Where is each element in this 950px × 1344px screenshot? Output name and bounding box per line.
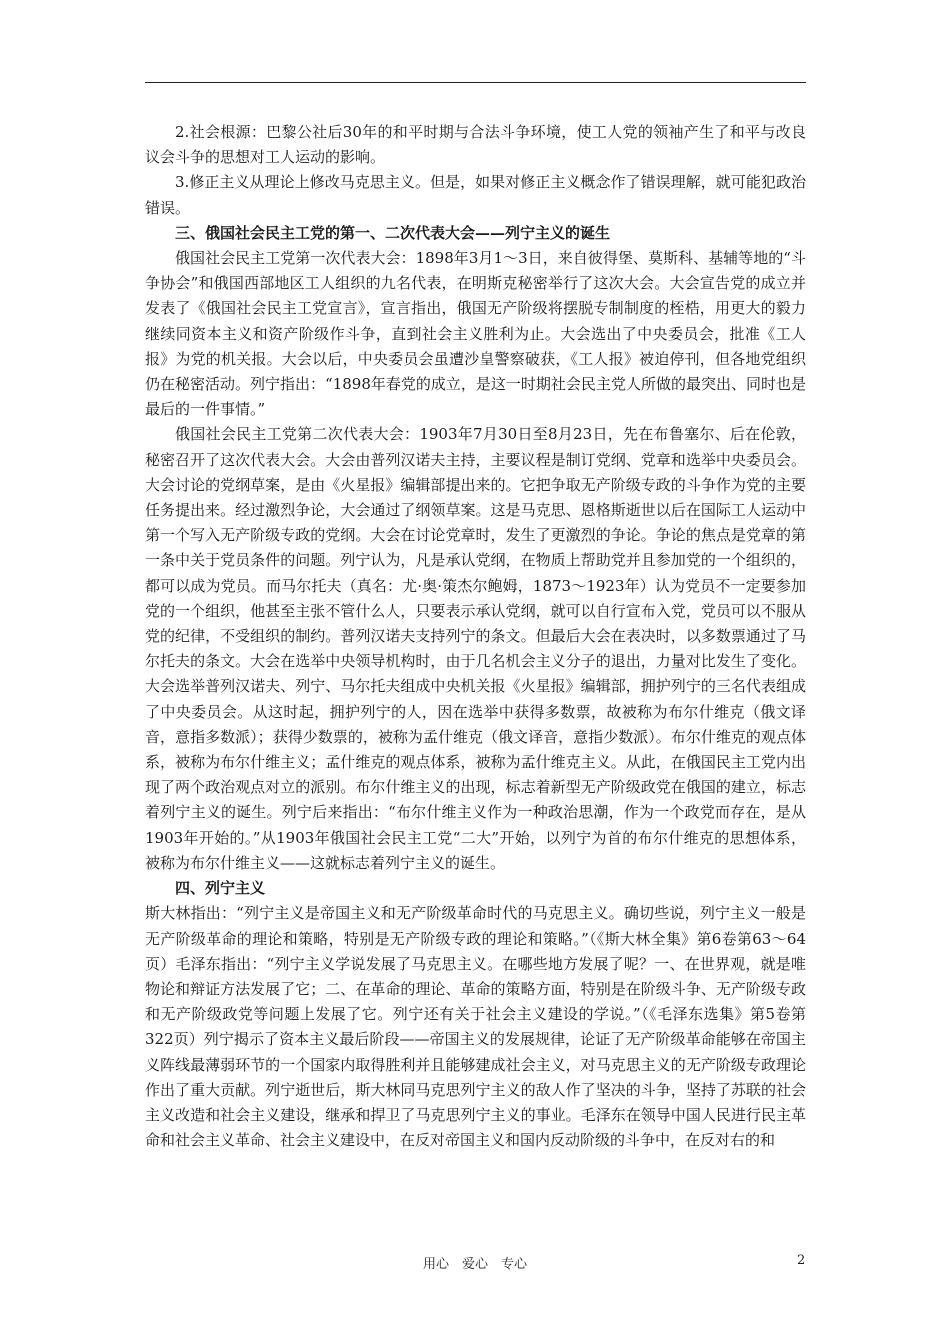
page-number: 2	[797, 1253, 806, 1268]
section-heading-congresses: 三、俄国社会民主工党的第一、二次代表大会——列宁主义的诞生	[175, 223, 611, 242]
paragraph-social-roots: 2.社会根源：巴黎公社后30年的和平时期与合法斗争环境，使工人党的领袖产生了和平与改良议会斗争的思想对工人运动的影响。	[145, 123, 806, 167]
paragraph-revisionism: 3.修正主义从理论上修改马克思主义。但是，如果对修正主义概念作了错误理解，就可能犯政治错误。	[145, 173, 806, 217]
paragraph-leninism: 斯大林指出：“列宁主义是帝国主义和无产阶级革命时代的马克思主义。确切些说，列宁主义一般是无产阶级革命的理论和策略，特别是无产阶级专政的理论和策略。”（《斯大林全集》第6卷第63～64页）毛泽东指出：“列宁主义学说发展了马克思主义。在哪些地方发展了呢？一、在世界观，就是唯物论和辩证方法发展了它；二、在革命的理论、革命的策略方面，特别是在阶级斗争、无产阶级专政和无产阶级政党等问题上发展了它。列宁还有关于社会主义建设的学说。”（《毛泽东选集》第5卷第322页）列宁揭示了资本主义最后阶段——帝国主义的发展规律，论证了无产阶级革命能够在帝国主义阵线最薄弱环节的一个国家内取得胜利并且能够建成社会主义，对马克思主义的无产阶级专政理论作出了重大贡献。列宁逝世后，斯大林同马克思列宁主义的敌人作了坚决的斗争，坚持了苏联的社会主义改造和社会主义建设，继承和捍卫了马克思列宁主义的事业。毛泽东在领导中国人民进行民主革命和社会主义革命、社会主义建设中，在反对帝国主义和国内反动阶级的斗争中，在反对右的和	[145, 904, 806, 1150]
document-body	[145, 120, 806, 1153]
footer-motto: 用心 爱心 专心	[422, 1257, 527, 1272]
paragraph-second-congress: 俄国社会民主工党第二次代表大会：1903年7月30日至8月23日，先在布鲁塞尔、后在伦敦，秘密召开了这次代表大会。大会由普列汉诺夫主持，主要议程是制订党纲、党章和选举中央委员会。大会讨论的党纲草案，是由《火星报》编辑部提出来的。它把争取无产阶级专政的斗争作为党的主要任务提出来。经过激烈争论，大会通过了纲领草案。这是马克思、恩格斯逝世以后在国际工人运动中第一个写入无产阶级专政的党纲。大会在讨论党章时，发生了更激烈的争论。争论的焦点是党章的第一条中关于党员条件的问题。列宁认为，凡是承认党纲，在物质上帮助党并且参加党的一个组织的，都可以成为党员。而马尔托夫（真名：尤·奥·策杰尔鲍姆，1873～1923年）认为党员不一定要参加党的一个组织，他甚至主张不管什么人，只要表示承认党纲，就可以自行宣布入党，党员可以不服从党的纪律，不受组织的制约。普列汉诺夫支持列宁的条文。但最后大会在表决时，以多数票通过了马尔托夫的条文。大会在选举中央领导机构时，由于几名机会主义分子的退出，力量对比发生了变化。大会选举普列汉诺夫、列宁、马尔托夫组成中央机关报《火星报》编辑部，拥护列宁的三名代表组成了中央委员会。从这时起，拥护列宁的人，因在选举中获得多数票，故被称为布尔什维克（俄文译音，意指多数派）；获得少数票的，被称为孟什维克（俄文译音，意指少数派）。布尔什维克的观点体系，被称为布尔什维主义；孟什维克的观点体系，被称为孟什维克主义。从此，在俄国民主工党内出现了两个政治观点对立的派别。布尔什维主义的出现，标志着新型无产阶级政党在俄国的建立，标志着列宁主义的诞生。列宁后来指出：“布尔什维主义作为一种政治思潮，作为一个政党而存在，是从1903年开始的。”从1903年俄国社会民主工党“二大”开始，以列宁为首的布尔什维克的思想体系，被称为布尔什维主义——这就标志着列宁主义的诞生。	[145, 425, 806, 872]
header-rule	[145, 82, 806, 83]
paragraph-first-congress: 俄国社会民主工党第一次代表大会：1898年3月1～3日，来自彼得堡、莫斯科、基辅等地的“斗争协会”和俄国西部地区工人组织的九名代表，在明斯克秘密举行了这次大会。大会宣告党的成立并发表了《俄国社会民主工党宣言》，宣言指出，俄国无产阶级将摆脱专制制度的桎梏，用更大的毅力继续同资本主义和资产阶级作斗争，直到社会主义胜利为止。大会选出了中央委员会，批准《工人报》为党的机关报。大会以后，中央委员会虽遭沙皇警察破获，《工人报》被迫停刊，但各地党组织仍在秘密活动。列宁指出：“1898年春党的成立，是这一时期社会民主党人所做的最突出、同时也是最后的一件事情。”	[145, 249, 806, 419]
section-heading-leninism: 四、列宁主义	[175, 879, 266, 898]
